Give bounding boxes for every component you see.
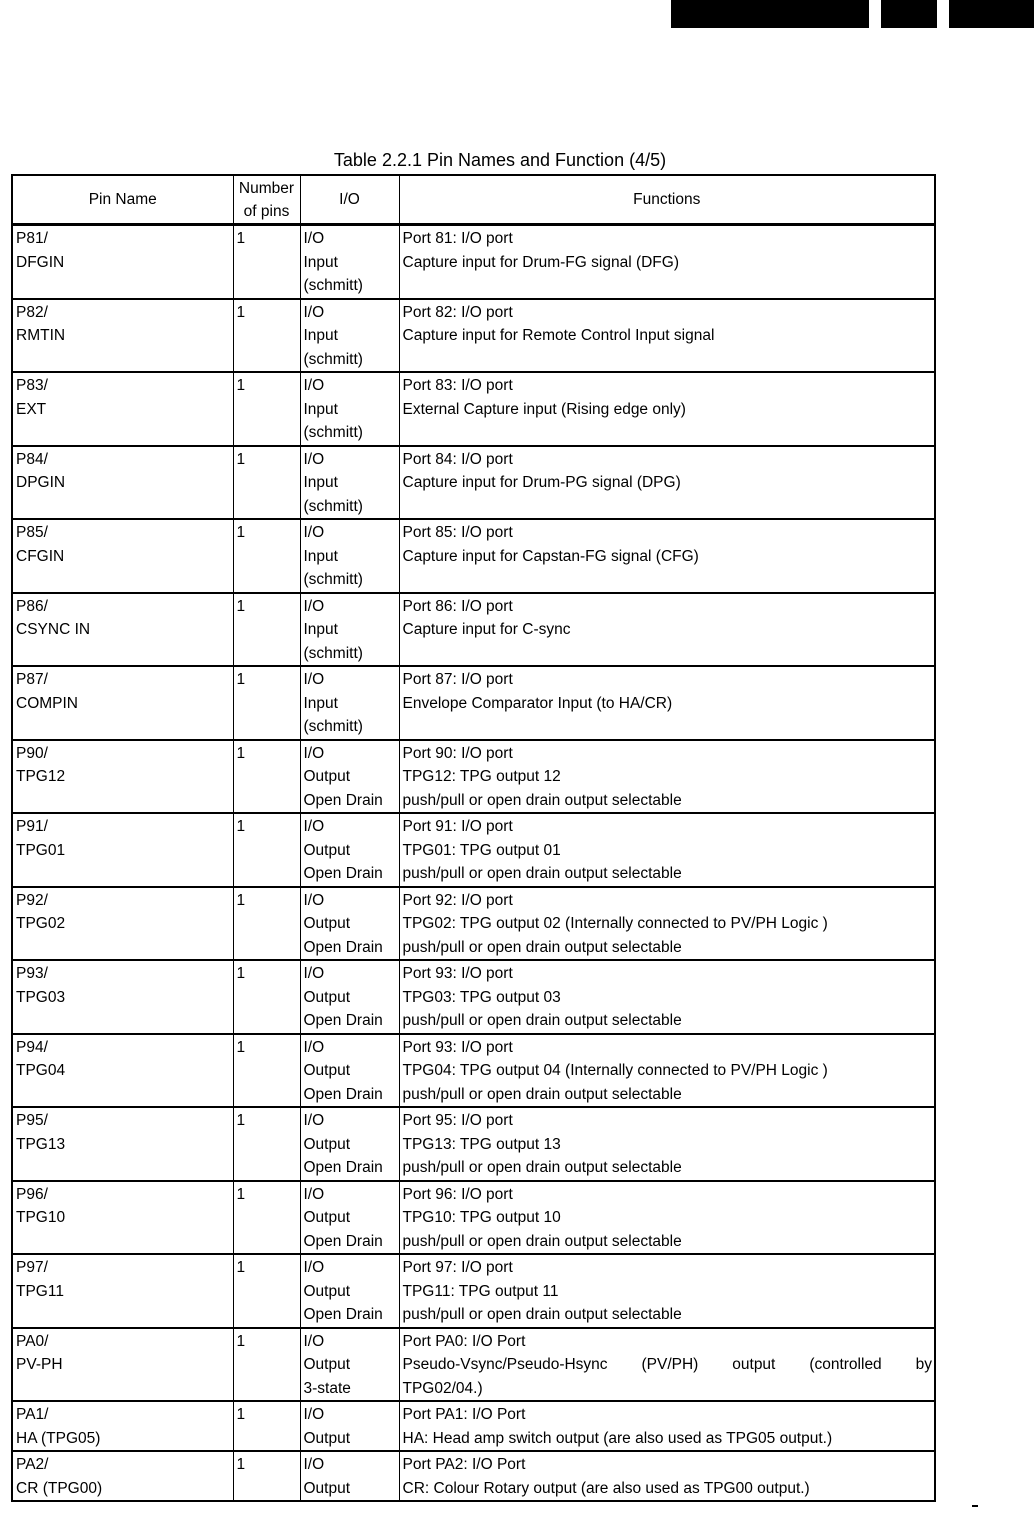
pin-name-cell-line: TPG02 (16, 915, 66, 932)
pin-name-cell (12, 887, 233, 961)
pin-count-cell: 1 (233, 813, 300, 887)
header-bar-block (949, 0, 1034, 28)
pin-count-cell: 1 (233, 225, 300, 299)
pin-io-cell-line: Output (303, 1135, 351, 1153)
pin-name-cell-line: PA1/ (16, 1406, 49, 1423)
table-row (12, 1328, 935, 1402)
pin-function-cell-line: Port 97: I/O port (402, 1259, 513, 1276)
pin-io-cell-line: Output (303, 915, 351, 932)
pin-function-cell-line: Port 93: I/O port (402, 965, 513, 982)
pin-function-cell (399, 740, 935, 814)
pin-function-cell-line: CR: Colour Rotary output (are also used as TPG00 output.) (402, 1479, 810, 1497)
pin-count-cell: 1 (233, 887, 300, 961)
pin-io-cell-line: I/O (303, 1038, 325, 1056)
pin-function-cell-line: Capture input for Capstan-FG signal (CFG) (402, 547, 699, 565)
pin-name-cell-line: P95/ (16, 1112, 48, 1129)
pin-name-cell-line: COMPIN (16, 694, 78, 712)
pin-function-cell-line: Envelope Comparator Input (to HA/CR) (402, 694, 673, 712)
pin-io-cell (300, 299, 399, 373)
pin-count-cell: 1 (233, 446, 300, 520)
pin-function-cell (399, 446, 935, 520)
pin-name-cell-line: P81/ (16, 230, 48, 247)
pin-io-cell-line: I/O (303, 891, 325, 909)
pin-count-cell: 1 (233, 1034, 300, 1108)
pin-name-cell (12, 666, 233, 740)
pin-io-cell-line: Output (303, 1356, 351, 1373)
pin-name-cell-line: P94/ (16, 1038, 48, 1056)
pin-count-cell: 1 (233, 372, 300, 446)
pin-function-cell-line: Port 81: I/O port (402, 230, 513, 247)
pin-function-cell-line: TPG02/04.) (402, 1379, 483, 1397)
pin-function-cell-line: push/pull or open drain output selectable (402, 1306, 682, 1323)
pin-io-cell (300, 666, 399, 740)
pin-name-cell-line: DFGIN (16, 253, 65, 271)
table-row (12, 519, 935, 593)
pin-io-cell-line: (schmitt) (303, 571, 363, 588)
pin-function-cell-line: push/pull or open drain output selectable (402, 791, 682, 809)
pin-name-cell-line: RMTIN (16, 327, 66, 344)
table-row (12, 960, 935, 1034)
justified-word: (controlled (809, 1356, 882, 1373)
table-row (12, 666, 935, 740)
pin-function-cell-line: Capture input for Drum-PG signal (DPG) (402, 474, 681, 491)
pin-name-cell (12, 446, 233, 520)
pin-io-cell-line: Open Drain (303, 865, 383, 882)
pin-function-cell-line: push/pull or open drain output selectable (402, 865, 682, 882)
pin-name-cell-line: TPG10 (16, 1209, 66, 1226)
pin-count-cell: 1 (233, 1107, 300, 1181)
pin-name-cell-line: TPG11 (16, 1282, 64, 1300)
pin-name-cell-line: EXT (16, 400, 47, 418)
pin-io-cell-line: I/O (303, 303, 325, 321)
pin-count-cell: 1 (233, 299, 300, 373)
pin-function-cell-line: Capture input for Remote Control Input signal (402, 327, 715, 344)
table-row (12, 593, 935, 667)
pin-name-cell-line: CFGIN (16, 547, 65, 565)
pin-io-cell-line: (schmitt) (303, 424, 363, 441)
pin-function-cell-line (403, 1353, 935, 1377)
pin-name-cell (12, 299, 233, 373)
pin-name-cell-line: P84/ (16, 450, 48, 468)
pin-io-cell-line: I/O (303, 450, 325, 468)
pin-io-cell (300, 1328, 399, 1402)
pin-io-cell-line: (schmitt) (303, 277, 363, 294)
pin-io-cell (300, 1107, 399, 1181)
header-functions: Functions (399, 175, 935, 225)
table-row (12, 299, 935, 373)
pin-name-cell (12, 519, 233, 593)
pin-io-cell-line: Input (303, 694, 338, 712)
pin-name-cell (12, 1034, 233, 1108)
pin-io-cell-line: I/O (303, 744, 325, 762)
pin-io-cell-line: Open Drain (303, 1159, 383, 1176)
header-bar-block (881, 0, 937, 28)
table-row (12, 1181, 935, 1255)
pin-io-cell (300, 593, 399, 667)
pin-name-cell (12, 372, 233, 446)
pin-function-cell (399, 1451, 935, 1501)
header-number-of-pins (233, 175, 300, 225)
pin-io-cell (300, 1401, 399, 1451)
pin-io-cell-line: Open Drain (303, 1232, 383, 1250)
pin-function-cell-line: Port 95: I/O port (402, 1112, 513, 1129)
pin-function-cell-line: HA: Head amp switch output (are also used as TPG05 output.) (402, 1429, 833, 1447)
pin-function-cell (399, 519, 935, 593)
header-pin-name: Pin Name (12, 175, 233, 225)
pin-name-cell-line: P85/ (16, 524, 48, 541)
pin-io-cell-line: Output (303, 988, 351, 1006)
pin-name-cell-line: P93/ (16, 965, 48, 982)
pin-count-cell: 1 (233, 593, 300, 667)
pin-name-cell-line: P96/ (16, 1185, 48, 1203)
table-row (12, 1107, 935, 1181)
header-io: I/O (300, 175, 399, 225)
pin-name-cell-line: P92/ (16, 891, 48, 909)
pin-io-cell-line: (schmitt) (303, 644, 363, 662)
pin-function-cell-line: Port 87: I/O port (402, 671, 513, 688)
pin-io-cell (300, 1034, 399, 1108)
pin-io-cell-line: Open Drain (303, 791, 383, 809)
pin-function-cell-line: Port 96: I/O port (402, 1185, 513, 1203)
pin-io-cell (300, 372, 399, 446)
pin-io-cell (300, 813, 399, 887)
pin-io-cell-line: I/O (303, 597, 325, 615)
pin-count-cell: 1 (233, 1254, 300, 1328)
table-row (12, 1451, 935, 1501)
pin-io-cell-line: Output (303, 1062, 351, 1079)
pin-io-cell-line: Open Drain (303, 1012, 383, 1029)
pin-function-cell-line: External Capture input (Rising edge only) (402, 400, 686, 418)
justified-word: output (732, 1356, 776, 1373)
pin-io-cell-line: I/O (303, 230, 325, 247)
pin-io-cell (300, 1254, 399, 1328)
pin-function-cell-line: push/pull or open drain output selectable (402, 1232, 682, 1250)
pin-function-cell-line: Port 83: I/O port (402, 377, 513, 394)
pin-function-cell (399, 1254, 935, 1328)
pin-name-cell-line: CSYNC IN (16, 621, 91, 638)
pin-io-cell-line: I/O (303, 1185, 325, 1203)
pin-function-cell-line: Port PA2: I/O Port (402, 1456, 526, 1473)
pin-function-cell (399, 1328, 935, 1402)
table-row (12, 740, 935, 814)
pin-name-cell-line: TPG12 (16, 768, 66, 785)
pin-name-cell-line: P90/ (16, 744, 48, 762)
pin-function-cell (399, 666, 935, 740)
pin-function-cell-line: Port 92: I/O port (402, 891, 513, 909)
pin-function-cell (399, 372, 935, 446)
pin-function-cell-line: Port 85: I/O port (402, 524, 513, 541)
pin-function-cell-line: Port 84: I/O port (402, 450, 513, 468)
pin-io-cell-line: I/O (303, 671, 325, 688)
pin-name-cell-line: P82/ (16, 303, 48, 321)
pin-io-cell (300, 740, 399, 814)
pin-count-cell: 1 (233, 666, 300, 740)
pin-io-cell (300, 960, 399, 1034)
pin-io-cell (300, 446, 399, 520)
pin-io-cell-line: (schmitt) (303, 718, 363, 735)
pin-function-cell-line: Port 93: I/O port (402, 1038, 513, 1056)
pin-io-cell-line: I/O (303, 1406, 325, 1423)
pin-io-cell-line: Open Drain (303, 1085, 383, 1103)
pin-io-cell-line: Input (303, 253, 338, 271)
pin-function-cell (399, 1107, 935, 1181)
pin-function-cell-line: Port 90: I/O port (402, 744, 513, 762)
pin-count-cell: 1 (233, 960, 300, 1034)
pin-function-cell (399, 299, 935, 373)
pin-count-cell: 1 (233, 1181, 300, 1255)
pin-name-cell-line: P83/ (16, 377, 48, 394)
pin-io-cell-line: Input (303, 327, 338, 344)
pin-io-cell-line: I/O (303, 1259, 325, 1276)
pin-io-cell-line: Output (303, 1479, 351, 1497)
pin-name-cell-line: TPG01 (16, 841, 66, 859)
pin-io-cell-line: Output (303, 841, 351, 859)
justified-word: (PV/PH) (641, 1356, 699, 1373)
page-corner-mark (972, 1505, 978, 1507)
pin-function-cell-line: push/pull or open drain output selectable (402, 1012, 682, 1029)
pin-function-cell-line: TPG10: TPG output 10 (402, 1209, 561, 1226)
pin-io-cell-line: Input (303, 474, 338, 491)
pin-function-cell-line: TPG03: TPG output 03 (402, 988, 561, 1006)
header-number-line1: Number (238, 179, 295, 197)
pin-io-cell (300, 1181, 399, 1255)
table-row (12, 1034, 935, 1108)
pin-function-cell-line: TPG13: TPG output 13 (402, 1135, 561, 1153)
pin-function-cell (399, 1401, 935, 1451)
pin-io-cell (300, 519, 399, 593)
pin-name-cell (12, 225, 233, 299)
pin-name-cell (12, 593, 233, 667)
pin-count-cell: 1 (233, 740, 300, 814)
pin-name-cell (12, 740, 233, 814)
pin-function-cell (399, 225, 935, 299)
pin-function-cell (399, 1034, 935, 1108)
pin-name-cell-line: P97/ (16, 1259, 48, 1276)
pin-io-cell (300, 1451, 399, 1501)
table-row (12, 887, 935, 961)
header-number-line2: of pins (243, 202, 290, 220)
pin-name-cell-line: TPG04 (16, 1062, 66, 1079)
pin-name-cell-line: P86/ (16, 597, 48, 615)
pin-io-cell-line: I/O (303, 1456, 325, 1473)
pin-io-cell-line: Output (303, 1282, 351, 1300)
pin-count-cell: 1 (233, 519, 300, 593)
pin-io-cell-line: I/O (303, 818, 325, 835)
pin-function-cell (399, 593, 935, 667)
pin-function-cell-line: Capture input for C-sync (402, 621, 571, 638)
table-caption: Table 2.2.1 Pin Names and Function (4/5) (333, 150, 667, 170)
pin-io-cell-line: Output (303, 768, 351, 785)
pin-name-cell-line: DPGIN (16, 474, 66, 491)
pin-io-cell-line: I/O (303, 1112, 325, 1129)
pin-io-cell-line: (schmitt) (303, 497, 363, 515)
pin-function-cell-line: TPG01: TPG output 01 (402, 841, 561, 859)
pin-io-cell-line: Output (303, 1209, 351, 1226)
pin-function-cell-line: TPG12: TPG output 12 (402, 768, 561, 785)
table-row (12, 1254, 935, 1328)
pin-function-cell-line: Port PA0: I/O Port (402, 1332, 526, 1350)
pin-function-cell-line: TPG11: TPG output 11 (402, 1282, 559, 1300)
pin-function-cell (399, 813, 935, 887)
pin-name-cell (12, 813, 233, 887)
pin-name-cell-line: TPG13 (16, 1135, 66, 1153)
pin-io-cell-line: Output (303, 1429, 351, 1447)
pin-name-cell (12, 1328, 233, 1402)
pin-function-cell (399, 1181, 935, 1255)
pin-io-cell-line: I/O (303, 524, 325, 541)
pin-count-cell: 1 (233, 1451, 300, 1501)
pin-name-cell-line: CR (TPG00) (16, 1479, 103, 1497)
pin-function-cell-line: Port 82: I/O port (402, 303, 513, 321)
pin-count-cell: 1 (233, 1401, 300, 1451)
justified-word: Pseudo-Vsync/Pseudo-Hsync (402, 1356, 608, 1373)
justified-word: by (915, 1356, 932, 1373)
pin-name-cell (12, 1254, 233, 1328)
table-row (12, 372, 935, 446)
table-row (12, 446, 935, 520)
pin-function-table (11, 174, 936, 1502)
pin-function-cell (399, 960, 935, 1034)
pin-name-cell (12, 1401, 233, 1451)
table-row (12, 225, 935, 299)
pin-io-cell-line: I/O (303, 377, 325, 394)
pin-io-cell-line: 3-state (303, 1379, 351, 1397)
pin-function-cell-line: Capture input for Drum-FG signal (DFG) (402, 253, 679, 271)
pin-io-cell (300, 887, 399, 961)
pin-name-cell-line: P91/ (16, 818, 48, 835)
pin-name-cell (12, 1107, 233, 1181)
pin-io-cell-line: Input (303, 400, 338, 418)
pin-io-cell-line: (schmitt) (303, 350, 363, 368)
pin-function-cell (399, 887, 935, 961)
pin-io-cell-line: Input (303, 547, 338, 565)
pin-function-cell-line: Port 86: I/O port (402, 597, 513, 615)
pin-function-cell-line: push/pull or open drain output selectable (402, 938, 682, 956)
table-header-row (12, 175, 935, 225)
pin-function-cell-line: push/pull or open drain output selectable (402, 1159, 682, 1176)
pin-name-cell (12, 960, 233, 1034)
table-row (12, 813, 935, 887)
pin-io-cell-line: I/O (303, 965, 325, 982)
pin-name-cell-line: TPG03 (16, 988, 66, 1006)
table-row (12, 1401, 935, 1451)
header-bar-block (671, 0, 869, 28)
pin-io-cell-line: Open Drain (303, 938, 383, 956)
pin-count-cell: 1 (233, 1328, 300, 1402)
pin-name-cell-line: PA0/ (16, 1332, 49, 1350)
pin-name-cell-line: P87/ (16, 671, 48, 688)
pin-io-cell-line: Open Drain (303, 1306, 383, 1323)
pin-io-cell-line: I/O (303, 1332, 325, 1350)
pin-name-cell-line: PA2/ (16, 1456, 49, 1473)
pin-name-cell-line: HA (TPG05) (16, 1429, 101, 1447)
pin-function-cell-line: push/pull or open drain output selectable (402, 1085, 682, 1103)
pin-name-cell-line: PV-PH (16, 1356, 63, 1373)
pin-name-cell (12, 1451, 233, 1501)
pin-function-cell-line: TPG02: TPG output 02 (Internally connected to PV/PH Logic ) (402, 915, 828, 932)
pin-io-cell (300, 225, 399, 299)
pin-name-cell (12, 1181, 233, 1255)
pin-function-cell-line: Port PA1: I/O Port (402, 1406, 526, 1423)
pin-function-cell-line: TPG04: TPG output 04 (Internally connected to PV/PH Logic ) (402, 1062, 828, 1079)
pin-io-cell-line: Input (303, 621, 338, 638)
pin-function-cell-line: Port 91: I/O port (402, 818, 513, 835)
